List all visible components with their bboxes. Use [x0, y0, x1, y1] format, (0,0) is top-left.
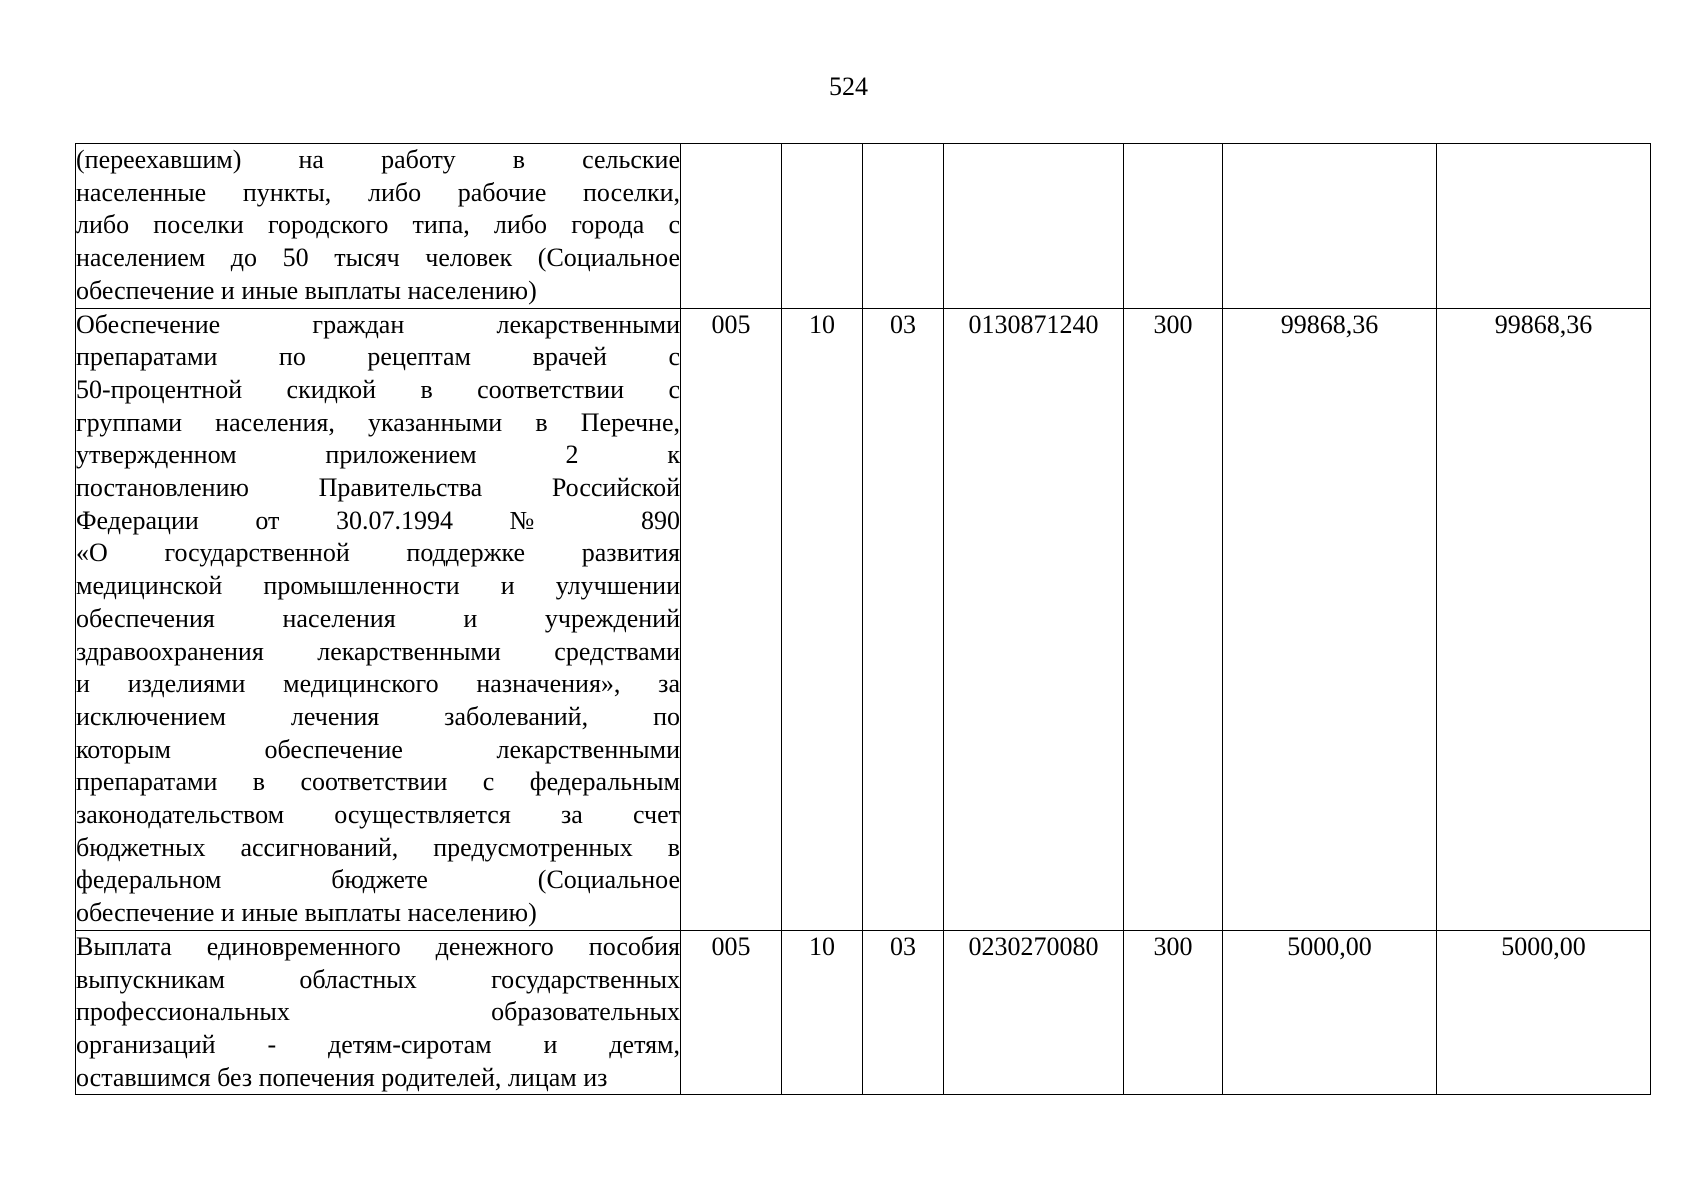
amount-second-cell	[1437, 144, 1651, 309]
description-line: бюджетных ассигнований, предусмотренных в	[76, 832, 680, 862]
target-item-cell: 0130871240	[944, 308, 1124, 930]
description-line: утвержденном приложением 2 к	[76, 440, 680, 470]
table-row	[76, 308, 1651, 930]
table-row	[76, 144, 1651, 309]
description-line: населенные пункты, либо рабочие поселки,	[76, 177, 680, 207]
description-line: Обеспечение граждан лекарственными	[76, 309, 680, 339]
description-line: профессиональных образовательных	[76, 997, 680, 1027]
description-line: «О государственной поддержке развития	[76, 538, 680, 568]
description-line: организаций - детям-сиротам и детям,	[76, 1029, 680, 1059]
description-line: законодательством осуществляется за счет	[76, 800, 680, 830]
section-cell	[782, 144, 863, 309]
description-line: постановлению Правительства Российской	[76, 473, 680, 503]
description-line: препаратами по рецептам врачей с	[76, 342, 680, 372]
section-cell: 10	[782, 930, 863, 1095]
description-line: 50-процентной скидкой в соответствии с	[76, 374, 680, 404]
description-line: Федерации от 30.07.1994 № 890	[76, 505, 680, 535]
description-line: Выплата единовременного денежного пособия	[76, 931, 680, 961]
amount-second-cell: 99868,36	[1437, 308, 1651, 930]
target-item-cell	[944, 144, 1124, 309]
description-line: здравоохранения лекарственными средствами	[76, 636, 680, 666]
description-line: обеспечение и иные выплаты населению)	[76, 275, 537, 305]
description-line: группами населения, указанными в Перечне,	[76, 407, 680, 437]
ministry-code-cell: 005	[681, 308, 782, 930]
row-description	[76, 144, 681, 309]
description-line: обеспечения населения и учреждений	[76, 603, 680, 633]
description-line: обеспечение и иные выплаты населению)	[76, 898, 537, 928]
subsection-cell: 03	[863, 308, 944, 930]
section-cell: 10	[782, 308, 863, 930]
description-line: федеральном бюджете (Социальное	[76, 865, 680, 895]
budget-table	[75, 143, 1651, 1095]
amount-second-cell: 5000,00	[1437, 930, 1651, 1095]
amount-cell: 5000,00	[1223, 930, 1437, 1095]
amount-cell	[1223, 144, 1437, 309]
expense-type-cell: 300	[1124, 930, 1223, 1095]
description-line: (переехавшим) на работу в сельские	[76, 145, 680, 174]
ministry-code-cell: 005	[681, 930, 782, 1095]
expense-type-cell	[1124, 144, 1223, 309]
description-line: и изделиями медицинского назначения», за	[76, 669, 680, 699]
subsection-cell: 03	[863, 930, 944, 1095]
description-line: населением до 50 тысяч человек (Социальное	[76, 243, 680, 273]
description-line: выпускникам областных государственных	[76, 964, 680, 994]
description-line: исключением лечения заболеваний, по	[76, 701, 680, 731]
description-line: которым обеспечение лекарственными	[76, 734, 680, 764]
amount-cell: 99868,36	[1223, 308, 1437, 930]
row-description	[76, 308, 681, 930]
ministry-code-cell	[681, 144, 782, 309]
description-line: препаратами в соответствии с федеральным	[76, 767, 680, 797]
subsection-cell	[863, 144, 944, 309]
description-line: либо поселки городского типа, либо города с	[76, 210, 680, 240]
expense-type-cell: 300	[1124, 308, 1223, 930]
description-line: оставшимся без попечения родителей, лицам из	[76, 1062, 608, 1092]
table-row	[76, 930, 1651, 1095]
target-item-cell: 0230270080	[944, 930, 1124, 1095]
row-description	[76, 930, 681, 1095]
description-line: медицинской промышленности и улучшении	[76, 571, 680, 601]
page-number: 524	[829, 72, 868, 101]
